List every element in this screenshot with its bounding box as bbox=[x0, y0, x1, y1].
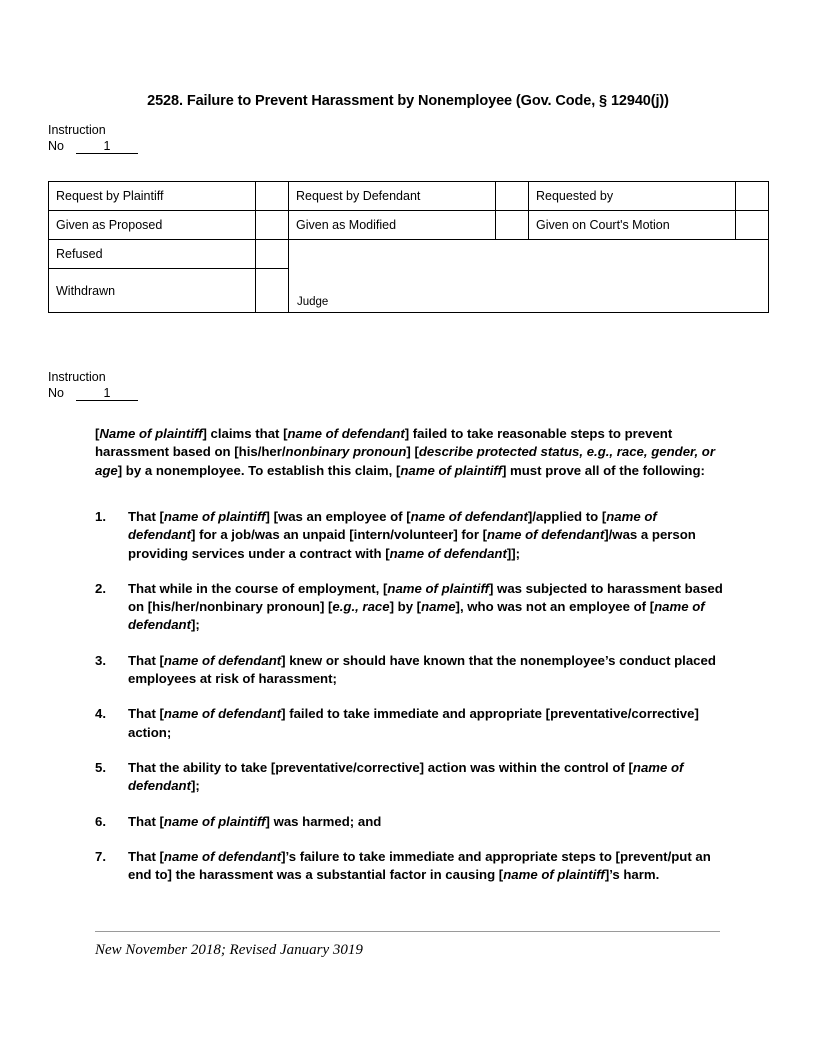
instruction-number-field[interactable]: 1 bbox=[76, 386, 138, 401]
claim-text: That while in the course of employment, [name of plaintiff] was subjected to harassment based on [his/her/nonbinary pronoun] [e.g., race] by [name], who was not an employee of [name of defendant]; bbox=[128, 580, 723, 633]
list-item bbox=[95, 813, 725, 831]
revision-history: New November 2018; Revised January 3019 bbox=[95, 942, 363, 958]
table-row bbox=[49, 240, 769, 269]
list-item bbox=[95, 508, 725, 563]
instruction-label: Instruction bbox=[48, 123, 106, 137]
claim-text: That [name of plaintiff] was harmed; and bbox=[128, 813, 382, 829]
checkbox-requested-by[interactable] bbox=[736, 182, 769, 211]
list-item bbox=[95, 652, 725, 689]
checkbox-request-by-plaintiff[interactable] bbox=[256, 182, 289, 211]
footer-divider bbox=[95, 931, 720, 932]
claim-number: 1. bbox=[95, 509, 106, 524]
claim-number: 2. bbox=[95, 580, 106, 596]
cell-refused: Refused bbox=[49, 240, 256, 269]
claim-number: 7. bbox=[95, 848, 106, 864]
checkbox-given-on-courts-motion[interactable] bbox=[736, 211, 769, 240]
instruction-number-block-bottom bbox=[48, 370, 138, 401]
claim-number: 4. bbox=[95, 706, 106, 722]
claim-text: That [name of defendant]’s failure to take immediate and appropriate steps to [prevent/put an end to] the harassment was a substantial factor in causing [name of plaintiff]’s harm. bbox=[128, 848, 711, 883]
instruction-no-label: No bbox=[48, 139, 64, 153]
checkbox-given-as-modified[interactable] bbox=[496, 211, 529, 240]
cell-withdrawn: Withdrawn bbox=[49, 269, 256, 313]
judge-signature-area[interactable] bbox=[289, 240, 769, 313]
signature-block bbox=[297, 294, 328, 308]
cell-given-as-modified: Given as Modified bbox=[289, 211, 496, 240]
claim-number: 6. bbox=[95, 813, 106, 829]
instruction-label: Instruction bbox=[48, 370, 106, 384]
claim-text: That the ability to take [preventative/corrective] action was within the control of [name of defendant]; bbox=[128, 759, 684, 794]
cell-request-by-defendant: Request by Defendant bbox=[289, 182, 496, 211]
cell-given-on-courts-motion: Given on Court's Motion bbox=[529, 211, 736, 240]
list-item bbox=[95, 848, 725, 885]
list-item bbox=[95, 580, 725, 635]
checkbox-refused[interactable] bbox=[256, 240, 289, 269]
claims-list bbox=[95, 508, 725, 901]
table-row bbox=[49, 182, 769, 211]
checkbox-withdrawn[interactable] bbox=[256, 269, 289, 313]
cell-given-as-proposed: Given as Proposed bbox=[49, 211, 256, 240]
signature-label-judge: Judge bbox=[297, 296, 329, 308]
page-title: 2528. Failure to Prevent Harassment by Nonemployee (Gov. Code, § 12940(j)) bbox=[147, 93, 669, 109]
checkbox-request-by-defendant[interactable] bbox=[496, 182, 529, 211]
table-row bbox=[49, 211, 769, 240]
instruction-number-block-top bbox=[48, 123, 138, 154]
instruction-no-label: No bbox=[48, 386, 64, 400]
claim-text: That [name of defendant] knew or should have known that the nonemployee’s conduct placed employees at risk of harassment; bbox=[128, 652, 716, 687]
list-item bbox=[95, 759, 725, 796]
disposition-table bbox=[48, 181, 769, 313]
cell-requested-by: Requested by bbox=[529, 182, 736, 211]
intro-paragraph: [Name of plaintiff] claims that [name of defendant] failed to take reasonable steps to prevent harassment based on [his/her/nonbinary pronoun] [describe protected status, e.g., race, gender, or age] by a nonemployee. To establish this claim, [name of plaintiff] must prove all of the following: bbox=[95, 426, 715, 478]
claim-number: 3. bbox=[95, 652, 106, 668]
list-item bbox=[95, 705, 725, 742]
claim-number: 5. bbox=[95, 759, 106, 775]
instruction-number-field[interactable]: 1 bbox=[76, 139, 138, 154]
cell-request-by-plaintiff: Request by Plaintiff bbox=[49, 182, 256, 211]
claim-text: That [name of defendant] failed to take immediate and appropriate [preventative/corrective] action; bbox=[128, 706, 699, 740]
checkbox-given-as-proposed[interactable] bbox=[256, 211, 289, 240]
claim-text: That [name of plaintiff] [was an employee of [name of defendant]/applied to [name of defendant] for a job/was an unpaid [intern/volunteer] for [name of defendant]/was a person providing services under a contract with [name of defendant]]; bbox=[128, 509, 696, 561]
